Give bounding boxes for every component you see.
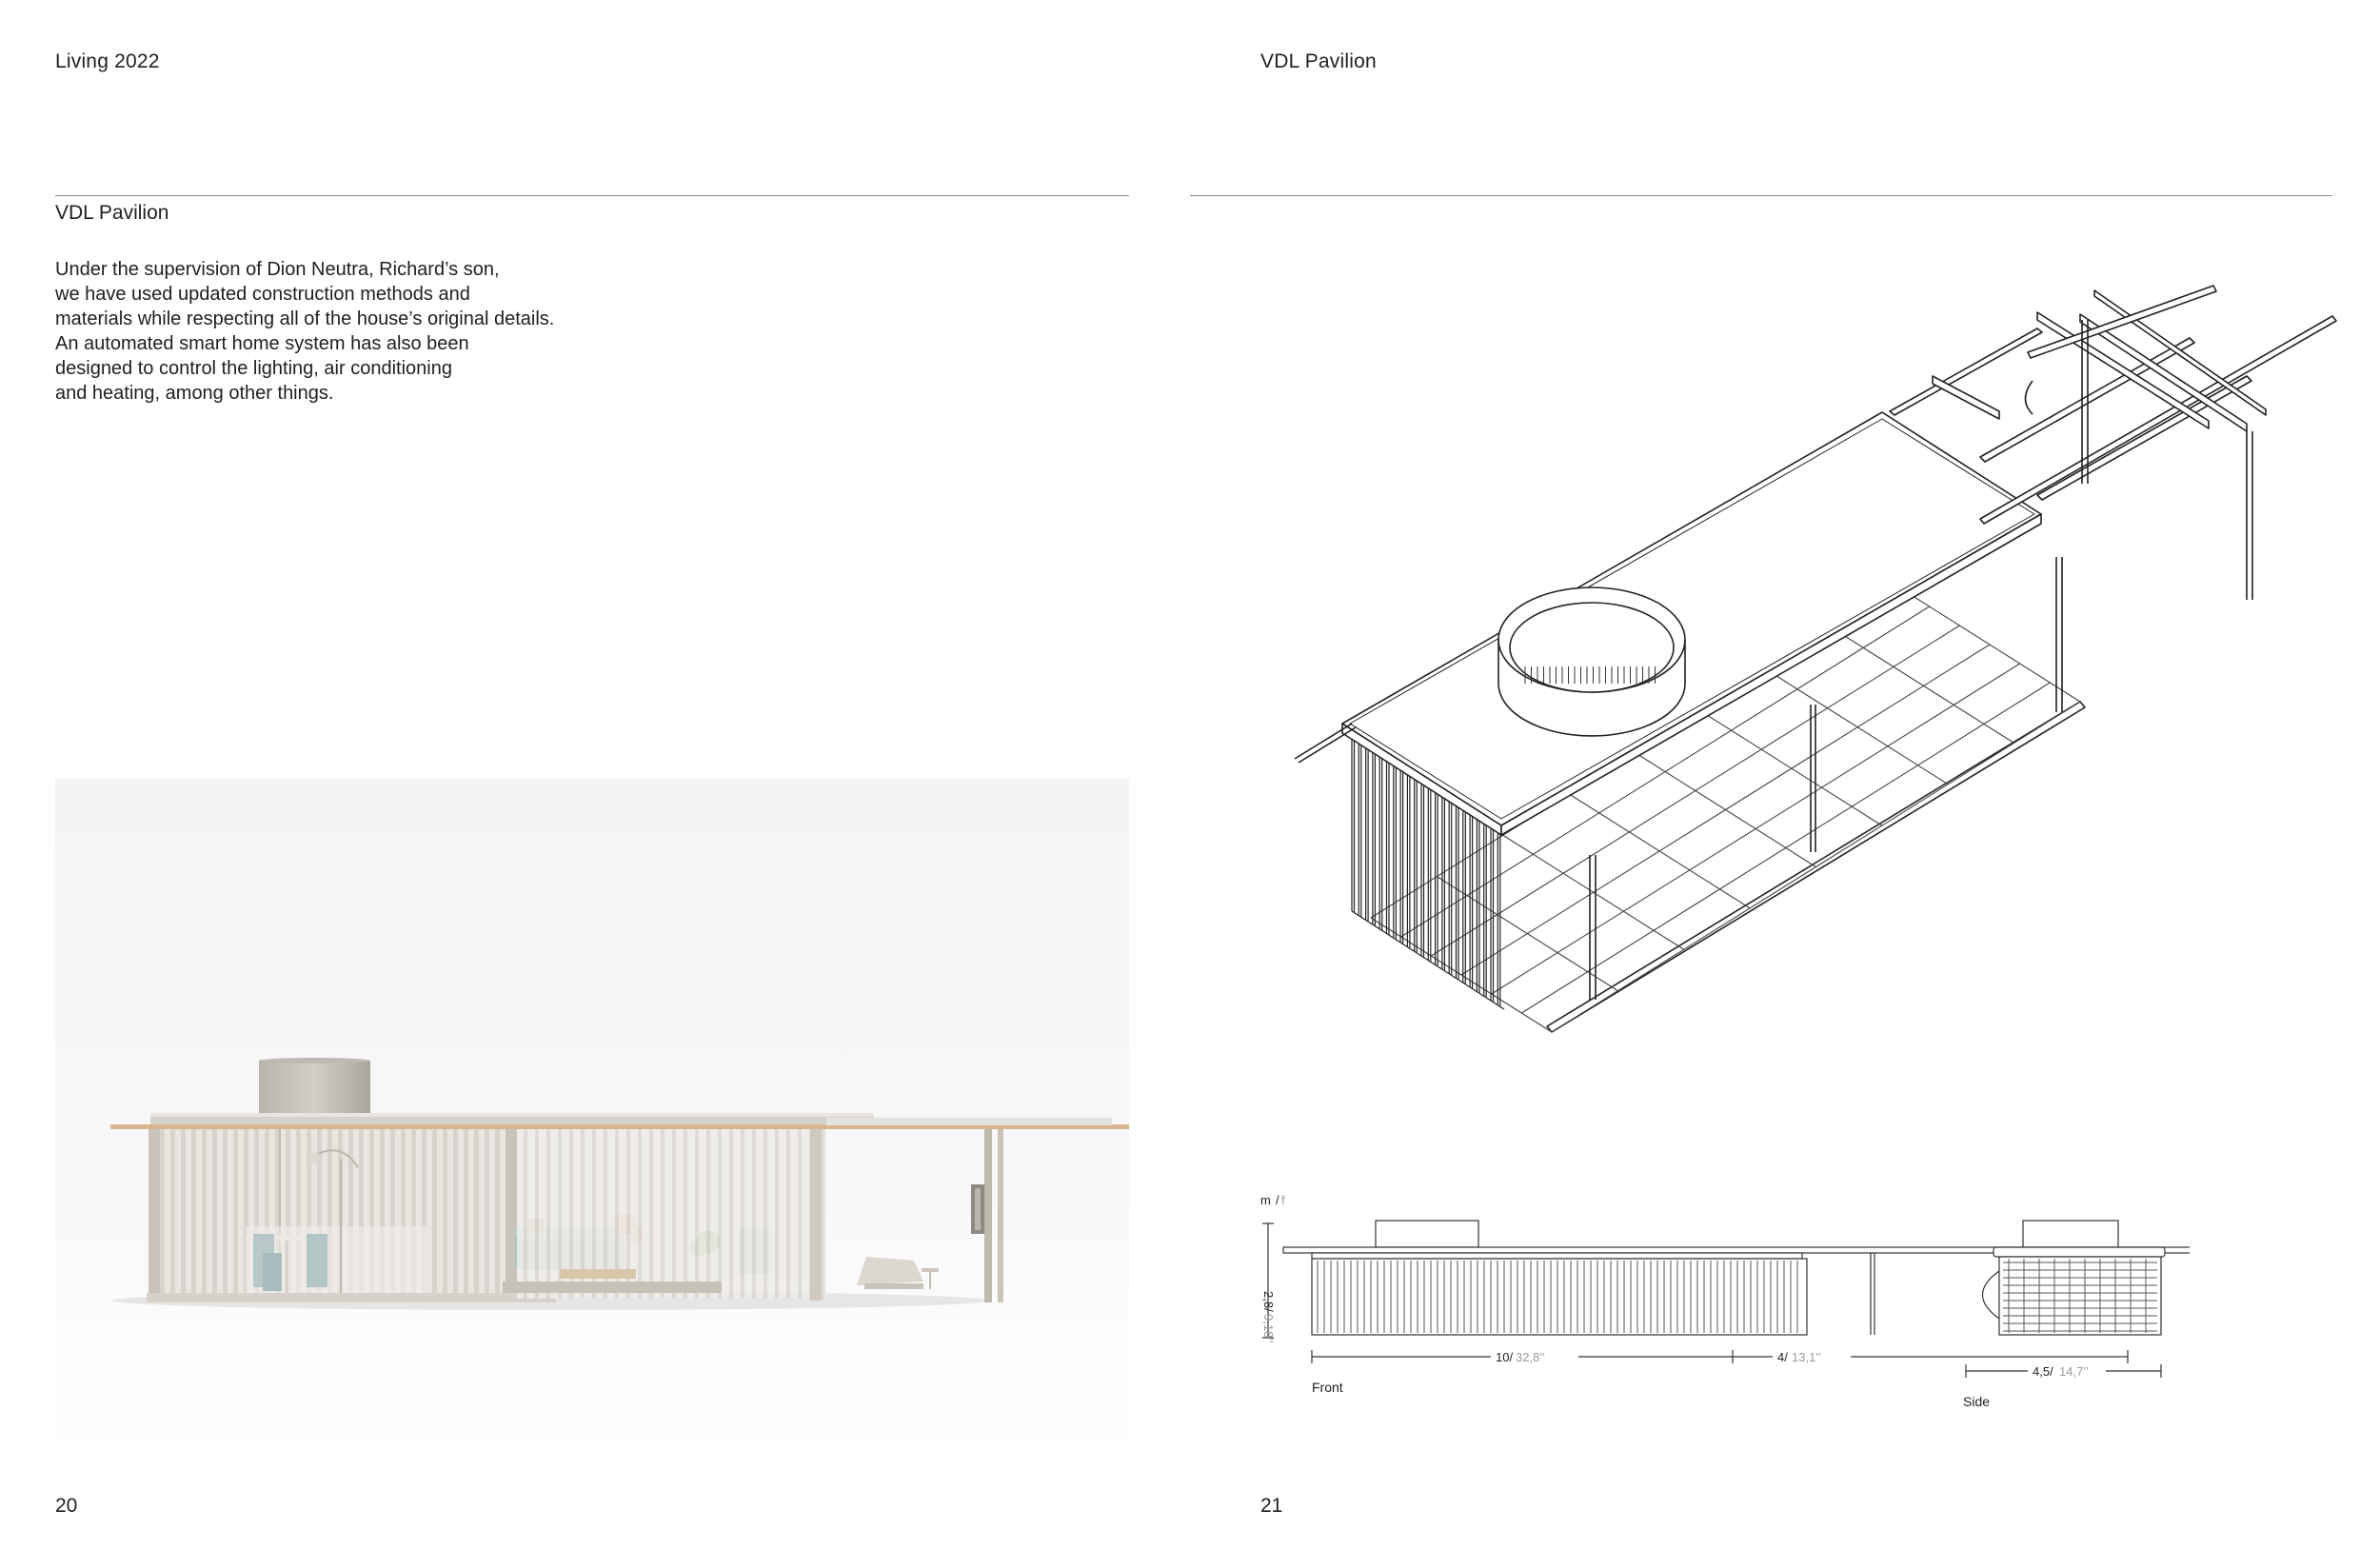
rule-divider-left	[55, 195, 1129, 196]
height-dimension-f: 9,18’’	[1261, 1314, 1276, 1343]
side-width-f: 14,7’’	[2059, 1364, 2089, 1379]
body-line: designed to control the lighting, air conditioning	[55, 358, 452, 379]
pavilion-photo	[55, 779, 1129, 1461]
front-length-f: 32,8’’	[1516, 1350, 1545, 1364]
front-overhang-f: 13,1’’	[1792, 1350, 1821, 1364]
body-line: we have used updated construction methods and	[55, 284, 470, 305]
front-overhang-m: 4/	[1777, 1350, 1788, 1364]
elevation-drawings	[1247, 1171, 2190, 1457]
height-dimension-m: 2,8/	[1261, 1291, 1276, 1312]
front-length-m: 10/	[1496, 1350, 1514, 1364]
unit-label-sep: /	[1276, 1193, 1279, 1207]
body-line: Under the supervision of Dion Neutra, Richard’s son,	[55, 259, 500, 280]
page-number-right: 21	[1260, 1495, 1283, 1517]
section-title: VDL Pavilion	[55, 202, 169, 224]
axonometric-drawing	[1276, 257, 2351, 1038]
page-number-left: 20	[55, 1495, 78, 1517]
front-label: Front	[1312, 1380, 1343, 1395]
body-paragraph	[55, 257, 664, 406]
unit-label-f: f	[1281, 1193, 1285, 1207]
running-head-right: VDL Pavilion	[1260, 50, 1377, 72]
body-line: An automated smart home system has also been	[55, 333, 469, 354]
side-label: Side	[1963, 1394, 1991, 1409]
running-head-left: Living 2022	[55, 50, 160, 72]
body-line: and heating, among other things.	[55, 383, 334, 404]
rule-divider-right	[1190, 195, 2332, 196]
body-line: materials while respecting all of the house’s original details.	[55, 308, 555, 329]
unit-label-m: m	[1260, 1193, 1271, 1207]
side-width-m: 4,5/	[2033, 1364, 2053, 1379]
